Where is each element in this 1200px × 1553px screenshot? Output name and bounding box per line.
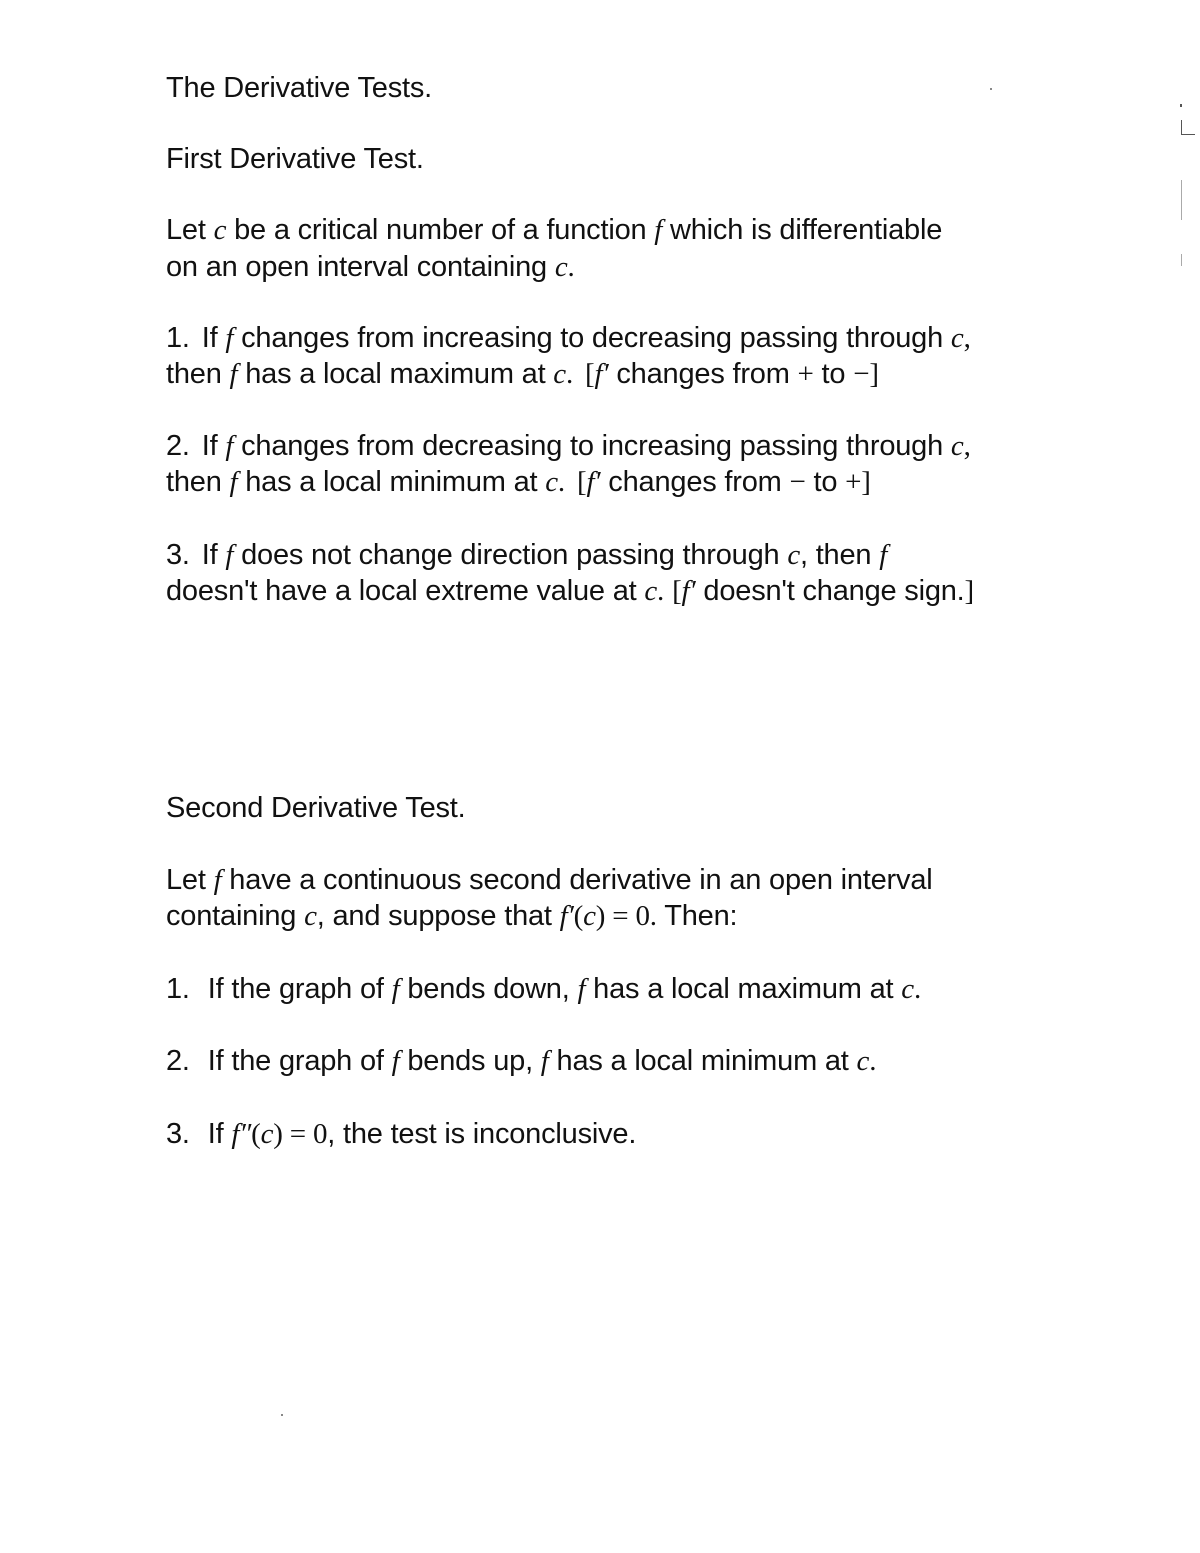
second-test-item-1	[166, 971, 921, 1007]
math-var-f: f	[225, 430, 234, 462]
punctuation: ,	[963, 322, 971, 354]
text-segment: , the test is inconclusive.	[327, 1118, 637, 1150]
bracket-open: [	[585, 358, 595, 390]
text-segment: have a continuous second derivative in an open interval	[221, 864, 933, 896]
math-var-c: c	[950, 430, 964, 462]
punctuation: .	[869, 1045, 877, 1077]
text-segment: Let	[166, 214, 214, 246]
math-plus-sign: +	[797, 358, 814, 390]
scan-speck	[1181, 134, 1195, 135]
second-test-item-3	[166, 1116, 636, 1152]
first-test-item-2-line-2	[166, 464, 871, 500]
punctuation: .	[657, 575, 665, 607]
second-test-heading-text: Second Derivative Test.	[166, 792, 466, 824]
math-var-c: c	[901, 973, 914, 1005]
second-test-intro-line-2	[166, 898, 737, 934]
text-segment: , then	[799, 539, 880, 571]
scan-speck	[1181, 254, 1182, 266]
math-plus-sign: +	[845, 466, 862, 498]
text-segment: then	[166, 358, 230, 390]
math-var-f: f	[654, 214, 663, 246]
first-test-item-1-line-2	[166, 356, 879, 392]
text-segment: changes from increasing to decreasing passing through	[233, 322, 951, 354]
text-segment: changes from decreasing to increasing passing through	[233, 430, 951, 462]
first-test-item-1-line-1	[166, 320, 971, 356]
item-number: 1.	[166, 973, 190, 1005]
math-var-c: c	[950, 322, 964, 354]
math-equals-zero: ) = 0	[273, 1118, 328, 1150]
bracket-open: [	[672, 575, 682, 607]
second-test-intro-line-1	[166, 862, 933, 898]
text-segment: If the graph of	[207, 973, 392, 1005]
scan-speck	[1181, 180, 1182, 220]
text-segment: does not change direction passing through	[233, 539, 788, 571]
text-segment: then	[166, 466, 230, 498]
math-var-f: f	[391, 1045, 400, 1077]
math-var-c: c	[260, 1118, 274, 1150]
scan-speck	[1180, 104, 1182, 107]
math-var-f: f	[225, 322, 234, 354]
math-var-f: f	[213, 864, 222, 896]
text-segment: Then:	[656, 900, 738, 932]
text-segment: has a local minimum at	[237, 466, 546, 498]
bracket-open: [	[576, 466, 587, 498]
math-var-c: c	[856, 1045, 870, 1077]
math-minus-sign: −	[789, 466, 806, 498]
punctuation: ,	[963, 430, 971, 462]
text-segment: doesn't have a local extreme value at	[166, 575, 645, 607]
first-test-item-3-line-1	[166, 537, 887, 573]
text-segment: bends up,	[399, 1045, 541, 1077]
bracket-close: ]	[869, 358, 879, 390]
text-segment: Let	[166, 864, 214, 896]
first-test-heading-text: First Derivative Test.	[166, 143, 424, 175]
item-number: 2.	[166, 1045, 190, 1077]
math-f-prime: f′	[594, 358, 609, 390]
math-f-double-prime: f″	[231, 1118, 252, 1150]
text-segment: on an open interval containing	[166, 251, 555, 283]
first-test-heading	[166, 141, 424, 177]
punctuation: .	[557, 466, 565, 498]
math-var-c: c	[545, 466, 558, 498]
text-segment: which is differentiable	[662, 214, 943, 246]
math-var-f: f	[229, 358, 238, 390]
scan-speck	[1181, 120, 1182, 134]
second-test-item-2	[166, 1043, 876, 1079]
math-var-f: f	[540, 1045, 549, 1077]
text-segment: be a critical number of a function	[226, 214, 655, 246]
title-text: The Derivative Tests.	[166, 72, 433, 104]
text-segment: to	[813, 358, 854, 390]
math-var-f: f	[879, 539, 888, 571]
math-var-c: c	[304, 900, 317, 932]
text-segment: doesn't change sign.	[695, 575, 965, 607]
punctuation: .	[913, 973, 921, 1005]
math-f-prime: f′	[559, 900, 574, 932]
scan-speck	[990, 88, 992, 90]
second-test-heading	[166, 790, 466, 826]
text-segment: has a local minimum at	[548, 1045, 857, 1077]
text-segment: If	[201, 322, 226, 354]
item-number: 1.	[166, 322, 190, 354]
paren-open: (	[251, 1118, 261, 1150]
math-var-f: f	[391, 973, 400, 1005]
scan-speck	[281, 1414, 283, 1416]
math-var-c: c	[583, 900, 596, 932]
text-segment: If	[201, 539, 226, 571]
math-var-c: c	[554, 251, 568, 283]
text-segment: changes from	[608, 358, 798, 390]
math-var-c: c	[553, 358, 566, 390]
punctuation: .	[565, 358, 574, 390]
text-segment: bends down,	[399, 973, 578, 1005]
math-var-f: f	[225, 539, 234, 571]
math-var-f: f	[577, 973, 586, 1005]
item-number: 3.	[166, 539, 190, 571]
first-test-item-2-line-1	[166, 428, 971, 464]
text-segment: If	[201, 430, 226, 462]
document-title	[166, 70, 432, 106]
bracket-close: ]	[861, 466, 871, 498]
math-var-c: c	[787, 539, 800, 571]
first-test-intro-line-2	[166, 249, 575, 285]
item-number: 2.	[166, 430, 190, 462]
math-f-prime: f′	[586, 466, 601, 498]
text-segment: If	[207, 1118, 232, 1150]
text-segment: If the graph of	[207, 1045, 392, 1077]
item-number: 3.	[166, 1118, 190, 1150]
math-var-c: c	[644, 575, 658, 607]
math-var-c: c	[213, 214, 227, 246]
math-equals-zero: ) = 0.	[595, 900, 657, 932]
text-segment: , and suppose that	[316, 900, 560, 932]
punctuation: .	[567, 251, 575, 283]
first-test-intro-line-1	[166, 212, 942, 248]
text-segment: to	[805, 466, 846, 498]
first-test-item-3-line-2	[166, 573, 974, 609]
bracket-close: ]	[964, 575, 975, 607]
text-segment: has a local maximum at	[237, 358, 554, 390]
math-f-prime: f′	[681, 575, 696, 607]
text-segment: containing	[166, 900, 305, 932]
paren-open: (	[573, 900, 584, 932]
text-segment: has a local maximum at	[585, 973, 902, 1005]
text-segment: changes from	[600, 466, 790, 498]
math-minus-sign: −	[853, 358, 870, 390]
math-var-f: f	[229, 466, 238, 498]
